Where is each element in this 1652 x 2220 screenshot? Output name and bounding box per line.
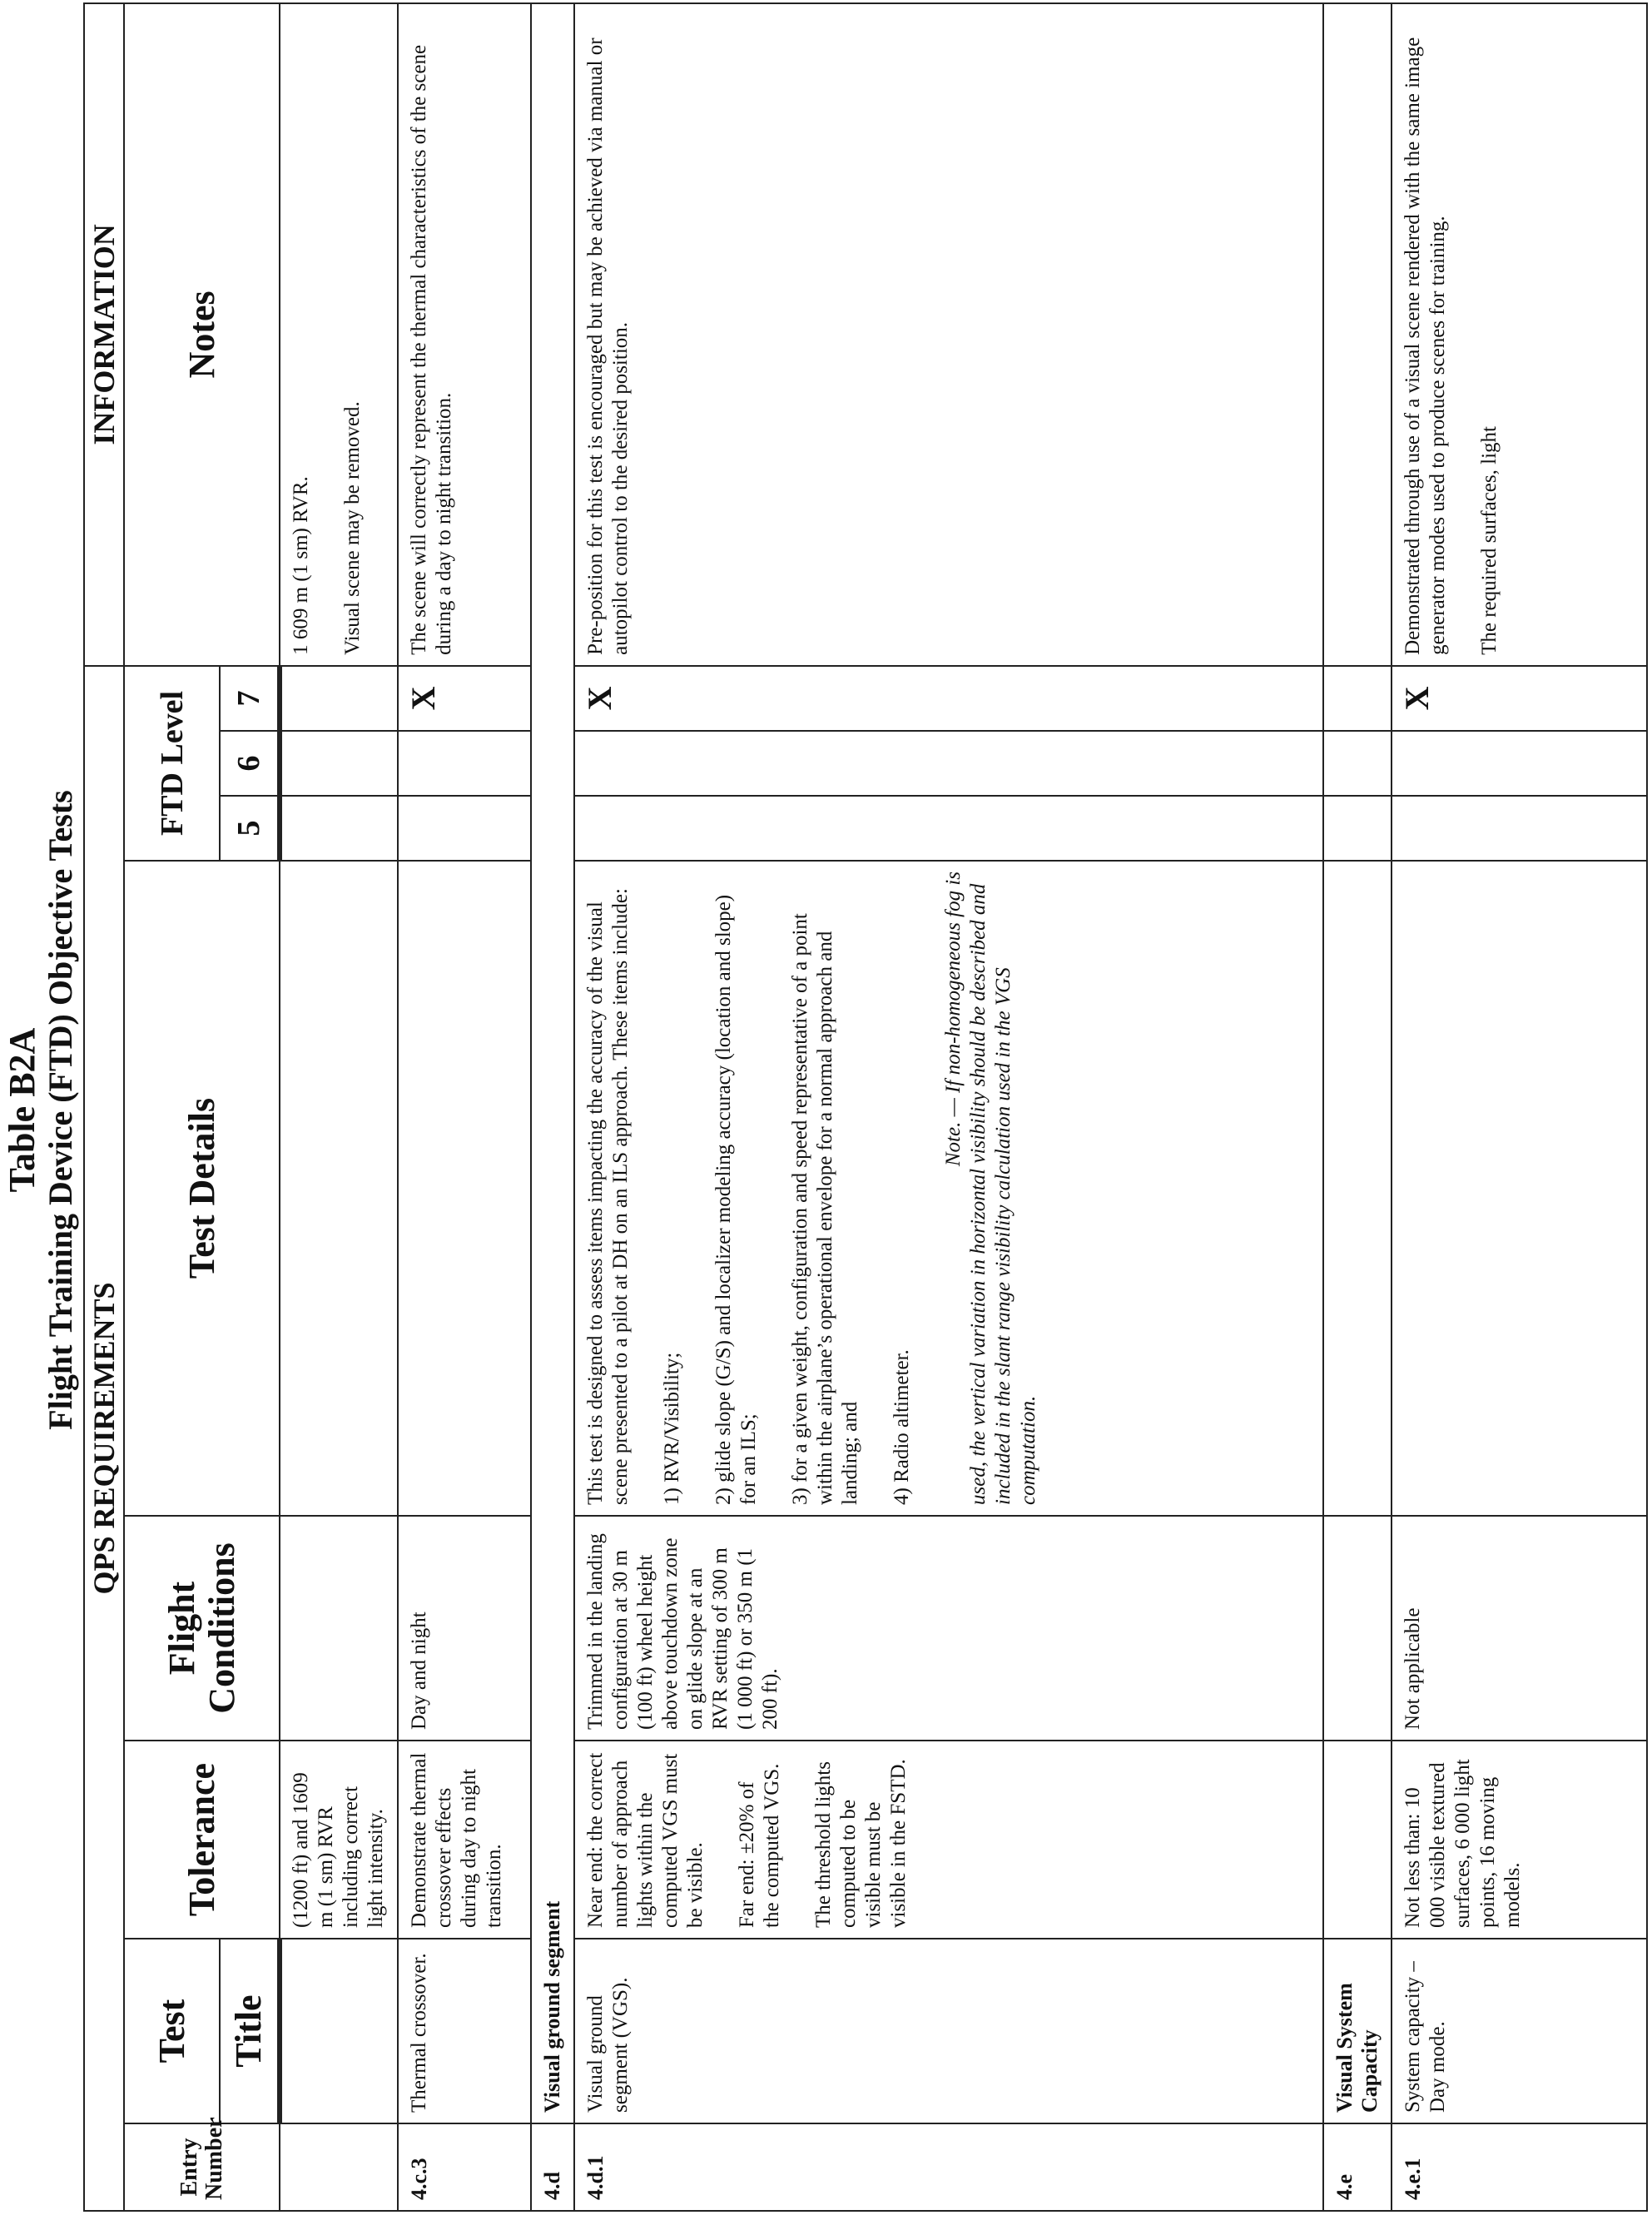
test-title — [280, 1939, 398, 2123]
test-details — [398, 861, 531, 1516]
notes-paragraph: 1 609 m (1 sm) RVR. — [290, 476, 312, 655]
notes — [1392, 3, 1647, 666]
tolerance — [574, 1741, 1323, 1939]
empty-cell — [1323, 666, 1392, 731]
table-row — [398, 3, 531, 2211]
details-note-text: used, the vertical variation in horizontal visibility should be described and included in the slant range visibility calculation used in the VGS computation. — [967, 883, 1039, 1505]
empty-cell — [1323, 1516, 1392, 1741]
header-tolerance: Tolerance — [124, 1741, 280, 1939]
test-details — [574, 861, 1323, 1516]
details-paragraph: 2) glide slope (G/S) and localizer modeling accuracy (location and slope) for an ILS; — [712, 894, 760, 1505]
header-level-5: 5 — [220, 796, 280, 861]
details-paragraph: 1) RVR/Visibility; — [661, 1352, 683, 1505]
notes: Pre-position for this test is encouraged but may be achieved via manual or autopilot control to the desired position. — [574, 3, 1323, 666]
level-6-mark — [574, 731, 1323, 796]
header-test-details: Test Details — [124, 861, 280, 1516]
test-title: Thermal crossover. — [398, 1939, 531, 2123]
flight-conditions: Not applicable — [1392, 1516, 1647, 1741]
flight-conditions: Day and night — [398, 1516, 531, 1741]
objective-tests-table — [83, 2, 1648, 2212]
entry-number: 4.d.1 — [574, 2123, 1323, 2211]
header-notes: Notes — [124, 3, 280, 666]
section-title: Visual System Capacity — [1323, 1939, 1392, 2123]
details-paragraph: This test is designed to assess items impacting the accuracy of the visual scene presented to a pilot at DH on an ILS approach. These items include: — [584, 888, 632, 1505]
tolerance: Demonstrate thermal crossover effects during day to night transition. — [398, 1741, 531, 1939]
table-row — [1392, 3, 1647, 2211]
test-details — [280, 861, 398, 1516]
tolerance-paragraph: Near end: the correct number of approach lights within the computed VGS must be visible. — [584, 1752, 707, 1928]
header-information: INFORMATION — [84, 3, 124, 666]
entry-number — [280, 2123, 398, 2211]
flight-conditions — [280, 1516, 398, 1741]
level-7-mark: X — [398, 666, 531, 731]
level-7-mark: X — [574, 666, 1323, 731]
test-title: Visual ground segment (VGS). — [574, 1939, 1323, 2123]
level-5-mark — [574, 796, 1323, 861]
entry-number: 4.e.1 — [1392, 2123, 1647, 2211]
section-row — [1323, 3, 1392, 2211]
test-title: System capacity – Day mode. — [1392, 1939, 1647, 2123]
empty-cell — [1323, 1741, 1392, 1939]
header-ftd-level: FTD Level — [124, 666, 220, 861]
notes-paragraph: Demonstrated through use of a visual scene rendered with the same image generator modes used to produce scenes for training. — [1401, 37, 1449, 655]
details-note-lead: Note. — If non-homogeneous fog is — [942, 872, 965, 1167]
level-6-mark — [1392, 731, 1647, 796]
level-7-mark: X — [1392, 666, 1647, 731]
header-qps-requirements: QPS REQUIREMENTS — [84, 666, 124, 2211]
header-test: Test — [124, 1939, 220, 2123]
header-entry-number: Entry Number — [124, 2123, 280, 2211]
details-paragraph: 4) Radio altimeter. — [890, 1349, 913, 1505]
level-7-mark — [280, 666, 398, 731]
section-title: Visual ground segment — [531, 3, 574, 2123]
notes: The scene will correctly represent the thermal characteristics of the scene during a day to night transition. — [398, 3, 531, 666]
level-5-mark — [1392, 796, 1647, 861]
notes-paragraph: Visual scene may be removed. — [341, 401, 364, 655]
tolerance-paragraph: Far end: ±20% of the computed VGS. — [736, 1763, 783, 1928]
level-5-mark — [398, 796, 531, 861]
empty-cell — [1323, 3, 1392, 666]
flight-conditions: Trimmed in the landing configuration at 30 m (100 ft) wheel height above touchdown zone on glide slope at an RVR setting of 300 m (1 000 ft) or 350 m (1 200 ft). — [574, 1516, 1323, 1741]
empty-cell — [1323, 796, 1392, 861]
table-title: Table B2A — [2, 1027, 42, 1193]
entry-number: 4.c.3 — [398, 2123, 531, 2211]
test-details — [1392, 861, 1647, 1516]
header-title: Title — [220, 1939, 280, 2123]
notes-paragraph: The required surfaces, light — [1478, 426, 1501, 655]
tolerance-paragraph: The threshold lights computed to be visible must be visible in the FSTD. — [812, 1759, 910, 1928]
details-note — [941, 872, 1041, 1505]
table-row — [574, 3, 1323, 2211]
level-6-mark — [398, 731, 531, 796]
section-row — [531, 3, 574, 2211]
level-6-mark — [280, 731, 398, 796]
table-row — [280, 3, 398, 2211]
tolerance: Not less than: 10 000 visible textured surfaces, 6 000 light points, 16 moving models. — [1392, 1741, 1647, 1939]
header-level-6: 6 — [220, 731, 280, 796]
notes — [280, 3, 398, 666]
empty-cell — [1323, 731, 1392, 796]
header-flight-conditions: Flight Conditions — [124, 1516, 280, 1741]
level-5-mark — [280, 796, 398, 861]
entry-number: 4.d — [531, 2123, 574, 2211]
empty-cell — [1323, 861, 1392, 1516]
table-subtitle: Flight Training Device (FTD) Objective Tests — [42, 790, 79, 1430]
entry-number: 4.e — [1323, 2123, 1392, 2211]
header-level-7: 7 — [220, 666, 280, 731]
details-paragraph: 3) for a given weight, configuration and speed representative of a point within the airplane’s operational envelope for a normal approach and landing; and — [789, 913, 861, 1505]
tolerance: (1200 ft) and 1609 m (1 sm) RVR including correct light intensity. — [280, 1741, 398, 1939]
